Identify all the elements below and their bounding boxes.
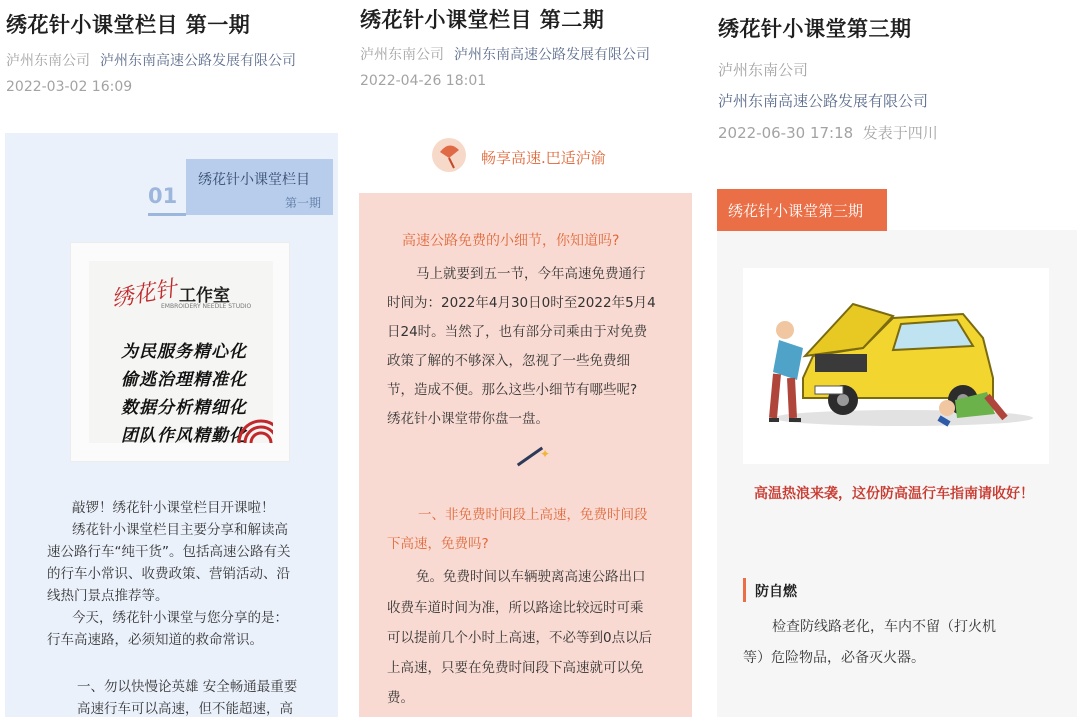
article-panel-3 <box>708 0 1080 717</box>
body-line: 日24时。当然了，也有部分司乘由于对免费 <box>387 324 648 340</box>
body-line: 免。免费时间以车辆驶离高速公路出口 <box>416 569 646 585</box>
org-link[interactable]: 泸州东南高速公路发展有限公司 <box>100 53 296 69</box>
question-heading: 下高速，免费吗? <box>387 536 489 552</box>
studio-logo-label: 工作室 <box>179 286 230 306</box>
column-tag-issue: 第一期 <box>284 196 321 210</box>
article-title: 绣花针小课堂栏目 第二期 <box>360 8 605 32</box>
section-header: 畅享高速.巴适泸渝 <box>481 149 606 167</box>
article-panel-2 <box>350 0 705 717</box>
body-line: 等）危险物品，必备灭火器。 <box>743 650 925 666</box>
studio-logo-brush: 绣花针 <box>109 276 180 313</box>
body-line: 的行车小常识、收费政策、营销活动、沿 <box>47 566 290 582</box>
sparkle-icon: ✦ <box>540 447 551 461</box>
column-tag <box>186 159 333 215</box>
source-label: 泸州东南公司 <box>718 61 809 79</box>
warning-headline: 高温热浪来袭，这份防高温行车指南请收好！ <box>754 486 1034 502</box>
article-meta <box>6 50 296 70</box>
slogan-4: 团队作风精勤化 <box>121 426 247 446</box>
question-heading: 一、非免费时间段上高速，免费时间段 <box>418 507 648 523</box>
body-line: 检查防线路老化，车内不留（打火机 <box>772 619 996 635</box>
body-heading: 一、勿以快慢论英雄 安全畅通最重要 <box>77 679 298 695</box>
slogan-1: 为民服务精心化 <box>121 342 247 362</box>
subheading-marker <box>743 578 746 602</box>
section-number: 01 <box>148 184 178 208</box>
body-line: 费。 <box>387 690 414 706</box>
body-line: 节，造成不便。那么这些小细节有哪些呢? <box>387 382 638 398</box>
seal-icon <box>89 261 273 443</box>
body-line: 政策了解的不够深入，忽视了一些免费细 <box>387 353 630 369</box>
column-tag-title: 绣花针小课堂栏目 <box>198 172 310 188</box>
publish-date: 2022-06-30 17:18 <box>718 124 854 142</box>
body-line: 时间为：2022年4月30日0时至2022年5月4 <box>387 295 656 311</box>
body-line: 高速行车可以高速，但不能超速，高 <box>77 701 293 717</box>
body-line: 今天，绣花针小课堂与您分享的是： <box>72 610 288 626</box>
body-line: 敲锣！绣花针小课堂栏目开课啦！ <box>72 500 275 516</box>
org-link[interactable]: 泸州东南高速公路发展有限公司 <box>718 92 929 110</box>
body-line: 绣花针小课堂栏目主要分享和解读高 <box>72 522 288 538</box>
body-line: 上高速，只要在免费时间段下高速就可以免 <box>387 660 644 676</box>
studio-photo <box>70 242 290 462</box>
fan-icon <box>432 138 466 172</box>
article-title: 绣花针小课堂栏目 第一期 <box>6 13 251 37</box>
slogan-2: 偷逃治理精准化 <box>121 370 247 390</box>
publish-info <box>718 122 938 143</box>
source-label: 泸州东南公司 <box>6 53 90 69</box>
body-line: 可以提前几个小时上高速，不必等到0点以后 <box>387 630 653 646</box>
studio-board <box>89 261 273 446</box>
body-line: 行车高速路，必须知道的救命常识。 <box>47 632 263 648</box>
body-line: 收费车道时间为准，所以路途比较远时可乘 <box>387 600 644 616</box>
studio-logo-en: EMBROIDERY NEEDLE STUDIO <box>161 303 252 310</box>
source-label: 泸州东南公司 <box>360 47 444 63</box>
subheading: 防自燃 <box>755 584 797 600</box>
body-line: 速公路行车“纯干货”。包括高速公路有关 <box>47 544 291 560</box>
section-underline <box>148 213 186 216</box>
org-link[interactable]: 泸州东南高速公路发展有限公司 <box>454 47 650 63</box>
card-heading: 高速公路免费的小细节，你知道吗? <box>402 233 620 249</box>
body-line: 绣花针小课堂带你盘一盘。 <box>387 411 549 427</box>
publish-date: 2022-03-02 16:09 <box>6 79 133 95</box>
article-meta <box>360 44 650 64</box>
column-tag: 绣花针小课堂第三期 <box>717 189 887 231</box>
publish-date: 2022-04-26 18:01 <box>360 73 487 89</box>
publish-location: 发表于四川 <box>862 124 938 142</box>
car-breakdown-illustration <box>743 268 1049 464</box>
article-title: 绣花针小课堂第三期 <box>718 17 912 41</box>
body-line: 马上就要到五一节，今年高速免费通行 <box>416 266 646 282</box>
slogan-3: 数据分析精细化 <box>121 398 247 418</box>
article-panel-1 <box>0 0 345 717</box>
body-line: 线热门景点推荐等。 <box>47 588 169 604</box>
